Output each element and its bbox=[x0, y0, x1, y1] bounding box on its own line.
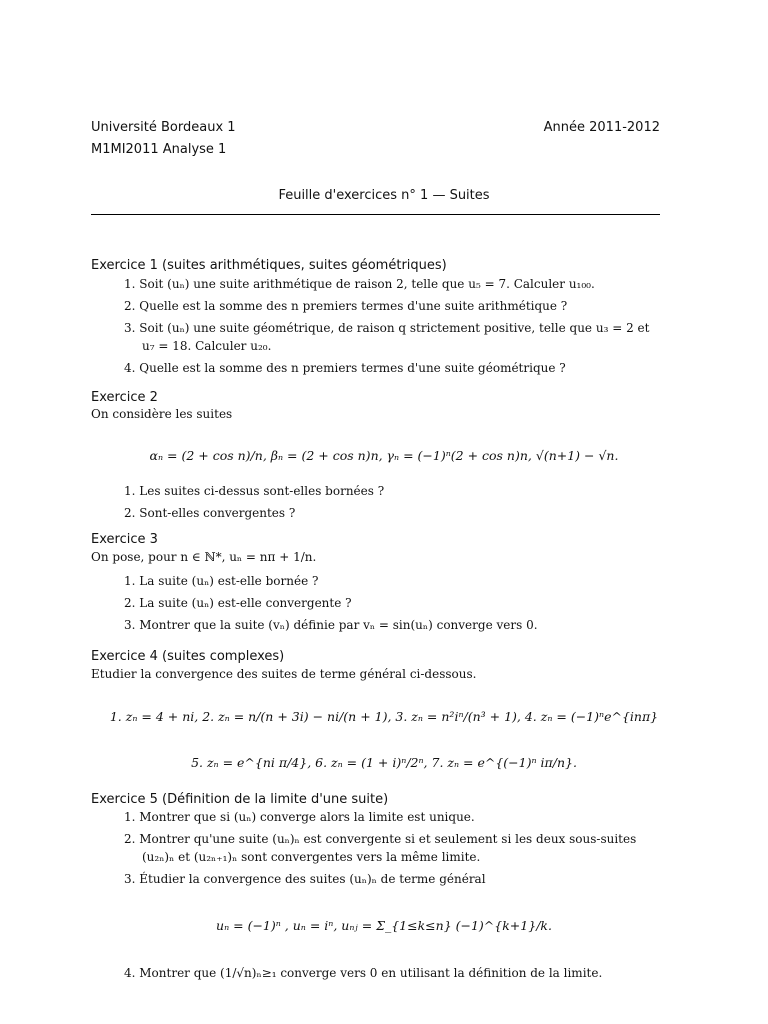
list-item: 2. La suite (uₙ) est-elle convergente ? bbox=[124, 596, 352, 610]
list-item: 3. Montrer que la suite (vₙ) définie par vₙ = sin(uₙ) converge vers 0. bbox=[124, 618, 538, 632]
exercise-3-list bbox=[91, 572, 661, 634]
exercise-2-list bbox=[91, 482, 661, 522]
list-item: 4. Quelle est la somme des n premiers termes d'une suite géométrique ? bbox=[124, 361, 566, 375]
exercise-5-formula: uₙ = (−1)ⁿ , uₙ = iⁿ, uₙⱼ = Σ_{1≤k≤n} (−1)^{k+1}/k. bbox=[216, 918, 552, 933]
list-item: 2. Sont-elles convergentes ? bbox=[124, 506, 296, 520]
exercise-3-intro: On pose, pour n ∈ ℕ*, uₙ = nπ + 1/n. bbox=[91, 550, 317, 564]
exercise-1-list bbox=[91, 275, 661, 377]
exercise-3-title: Exercice 3 bbox=[91, 532, 158, 547]
sheet-title: Feuille d'exercices n° 1 — Suites bbox=[278, 188, 490, 203]
list-item: 2. Quelle est la somme des n premiers termes d'une suite arithmétique ? bbox=[124, 299, 568, 313]
exercise-4-formula-1: 1. zₙ = 4 + ni, 2. zₙ = n/(n + 3i) − ni/(n + 1), 3. zₙ = n²iⁿ/(n³ + 1), 4. zₙ = (−1)ⁿe^{inπ} bbox=[109, 709, 659, 724]
list-item: 3. Étudier la convergence des suites (uₙ)ₙ de terme général bbox=[124, 872, 486, 886]
course-code: M1MI2011 Analyse 1 bbox=[91, 142, 227, 157]
exercise-4-title: Exercice 4 (suites complexes) bbox=[91, 649, 285, 664]
title-divider bbox=[91, 214, 660, 215]
list-item: 4. Montrer que (1/√n)ₙ≥₁ converge vers 0 en utilisant la définition de la limite. bbox=[124, 966, 603, 980]
exercise-4-intro: Etudier la convergence des suites de terme général ci-dessous. bbox=[91, 667, 477, 681]
list-item: 1. La suite (uₙ) est-elle bornée ? bbox=[124, 574, 319, 588]
exercise-5-title: Exercice 5 (Définition de la limite d'une suite) bbox=[91, 792, 389, 807]
exercise-4-formula-2: 5. zₙ = e^{ni π/4}, 6. zₙ = (1 + i)ⁿ/2ⁿ, 7. zₙ = e^{(−1)ⁿ iπ/n}. bbox=[191, 755, 577, 770]
university-name: Université Bordeaux 1 bbox=[91, 120, 236, 135]
list-item: 1. Montrer que si (uₙ) converge alors la limite est unique. bbox=[124, 810, 475, 824]
exercise-2-title: Exercice 2 bbox=[91, 390, 158, 405]
list-item: 3. Soit (uₙ) une suite géométrique, de raison q strictement positive, telle que u₃ = 2 et u₇ = 18. Calculer u₂₀. bbox=[124, 321, 650, 353]
list-item: 2. Montrer qu'une suite (uₙ)ₙ est convergente si et seulement si les deux sous-suites (u₂ₙ)ₙ et (u₂ₙ₊₁)ₙ sont convergentes vers la même limite. bbox=[124, 832, 637, 864]
list-item: 1. Les suites ci-dessus sont-elles bornées ? bbox=[124, 484, 385, 498]
exercise-5-list bbox=[91, 808, 661, 888]
exercise-2-formula: αₙ = (2 + cos n)/n, βₙ = (2 + cos n)n, γₙ = (−1)ⁿ(2 + cos n)n, √(n+1) − √n. bbox=[149, 448, 619, 463]
exercise-1-title: Exercice 1 (suites arithmétiques, suites géométriques) bbox=[91, 258, 447, 273]
exercise-2-intro: On considère les suites bbox=[91, 407, 233, 421]
academic-year: Année 2011-2012 bbox=[543, 120, 660, 135]
exercise-5-list-continued bbox=[91, 964, 661, 982]
list-item: 1. Soit (uₙ) une suite arithmétique de raison 2, telle que u₅ = 7. Calculer u₁₀₀. bbox=[124, 277, 595, 291]
